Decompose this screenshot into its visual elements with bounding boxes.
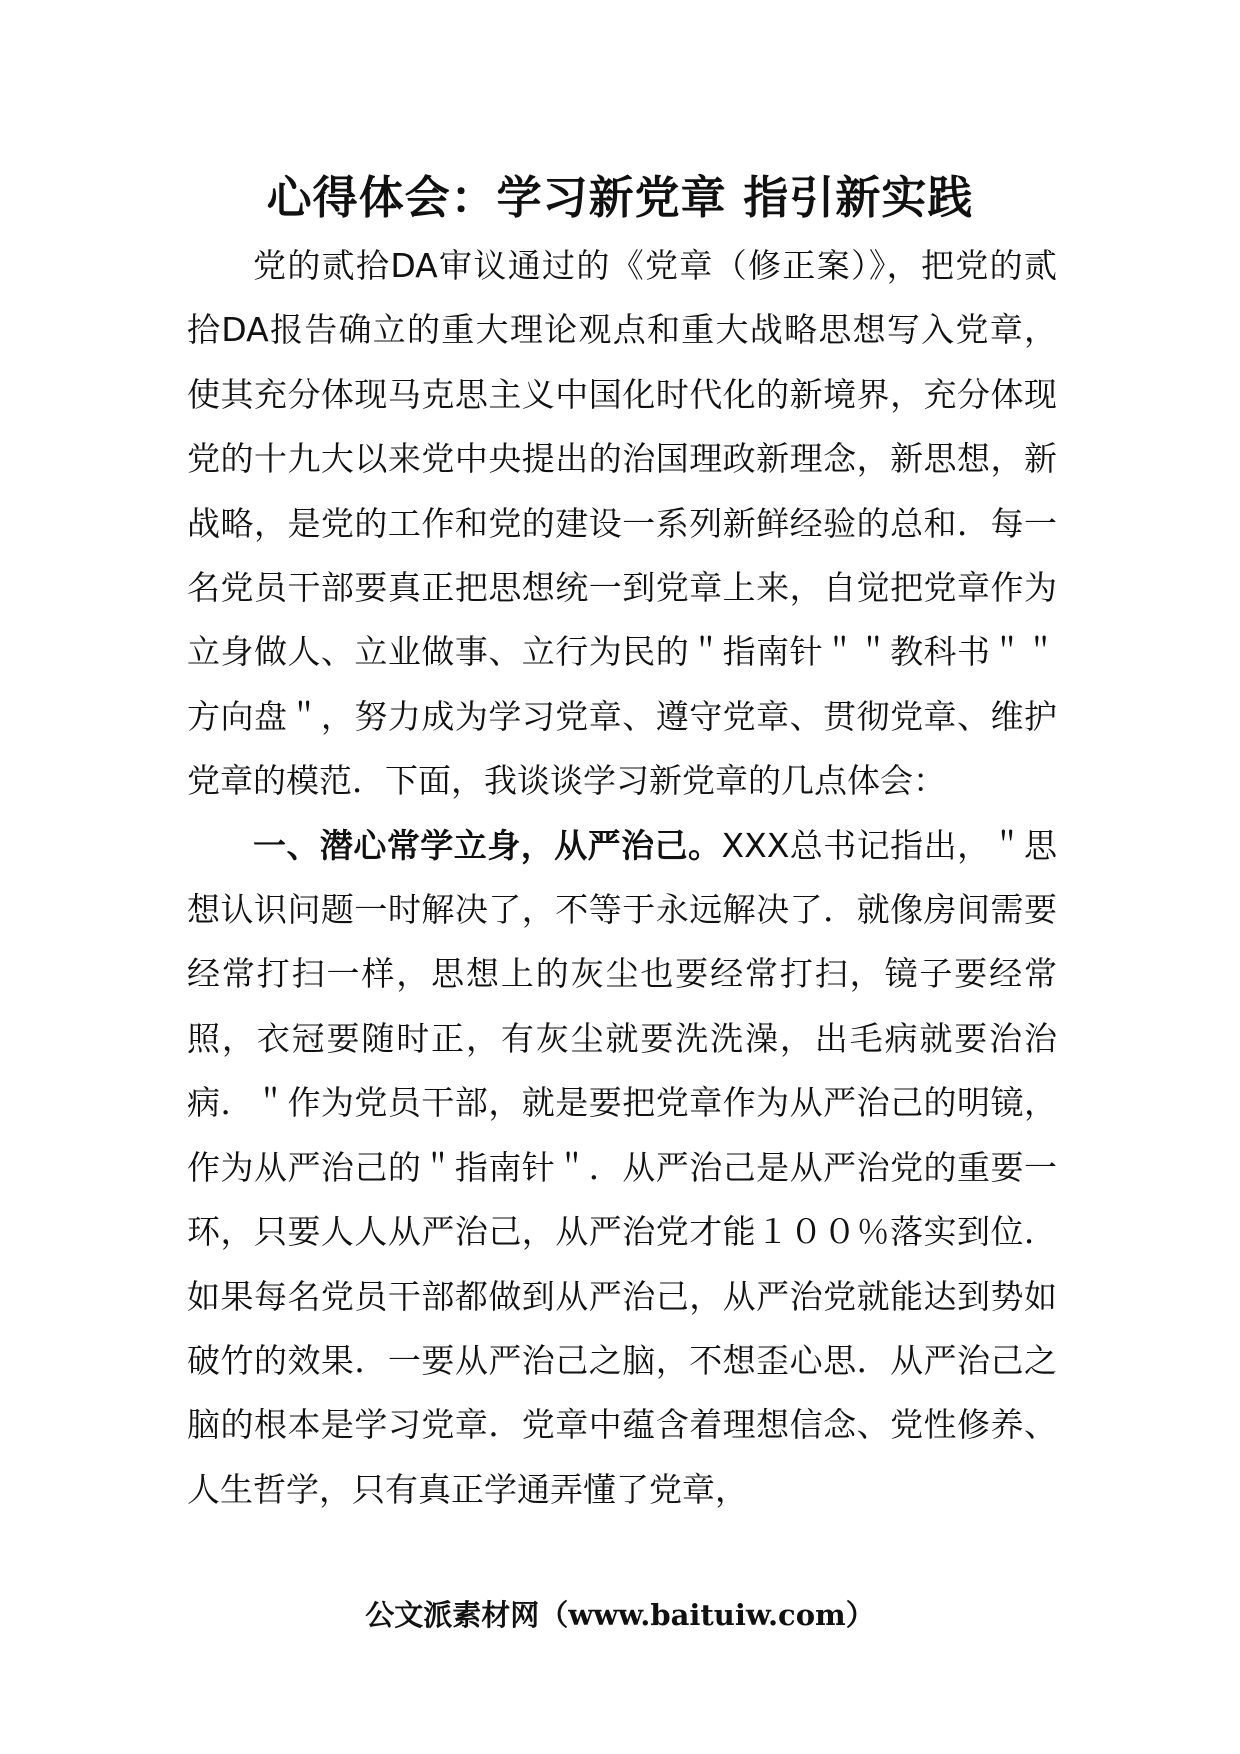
document-body — [187, 234, 1057, 1522]
document-title: 心得体会：学习新党章 指引新实践 — [266, 171, 974, 224]
paragraph-text: 党的贰拾DA审议通过的《党章（修正案）》，把党的贰拾DA报告确立的重大理论观点和重大战略思想写入党章，使其充分体现马克思主义中国化时代化的新境界，充分体现党的十九大以来党中央提出的治国理政新理念，新思想，新战略，是党的工作和党的建设一系列新鲜经验的总和．每一名党员干部要真正把思想统一到党章上来，自觉把党章作为立身做人、立业做事、立行为民的＂指南针＂＂教科书＂＂方向盘＂，努力成为学习党章、遵守党章、贯彻党章、维护党章的模范．下面，我谈谈学习新党章的几点体会： — [187, 246, 1057, 801]
paragraph-section-one — [187, 814, 1057, 1522]
section-heading: 一、潜心常学立身，从严治己。 — [253, 825, 722, 865]
paragraph-intro — [187, 234, 1057, 814]
paragraph-text: XXX总书记指出，＂思想认识问题一时解决了，不等于永远解决了．就像房间需要经常打扫一样，思想上的灰尘也要经常打扫，镜子要经常照，衣冠要随时正，有灰尘就要洗洗澡，出毛病就要治治病．＂作为党员干部，就是要把党章作为从严治己的明镜，作为从严治己的＂指南针＂．从严治己是从严治党的重要一环，只要人人从严治己，从严治党才能１００％落实到位．如果每名党员干部都做到从严治己，从严治党就能达到势如破竹的效果．一要从严治己之脑，不想歪心思．从严治己之脑的根本是学习党章．党章中蕴含着理想信念、党性修养、人生哲学，只有真正学通弄懂了党章， — [187, 825, 1058, 1509]
source-footer: 公文派素材网（www.baituiw.com） — [365, 1598, 875, 1632]
